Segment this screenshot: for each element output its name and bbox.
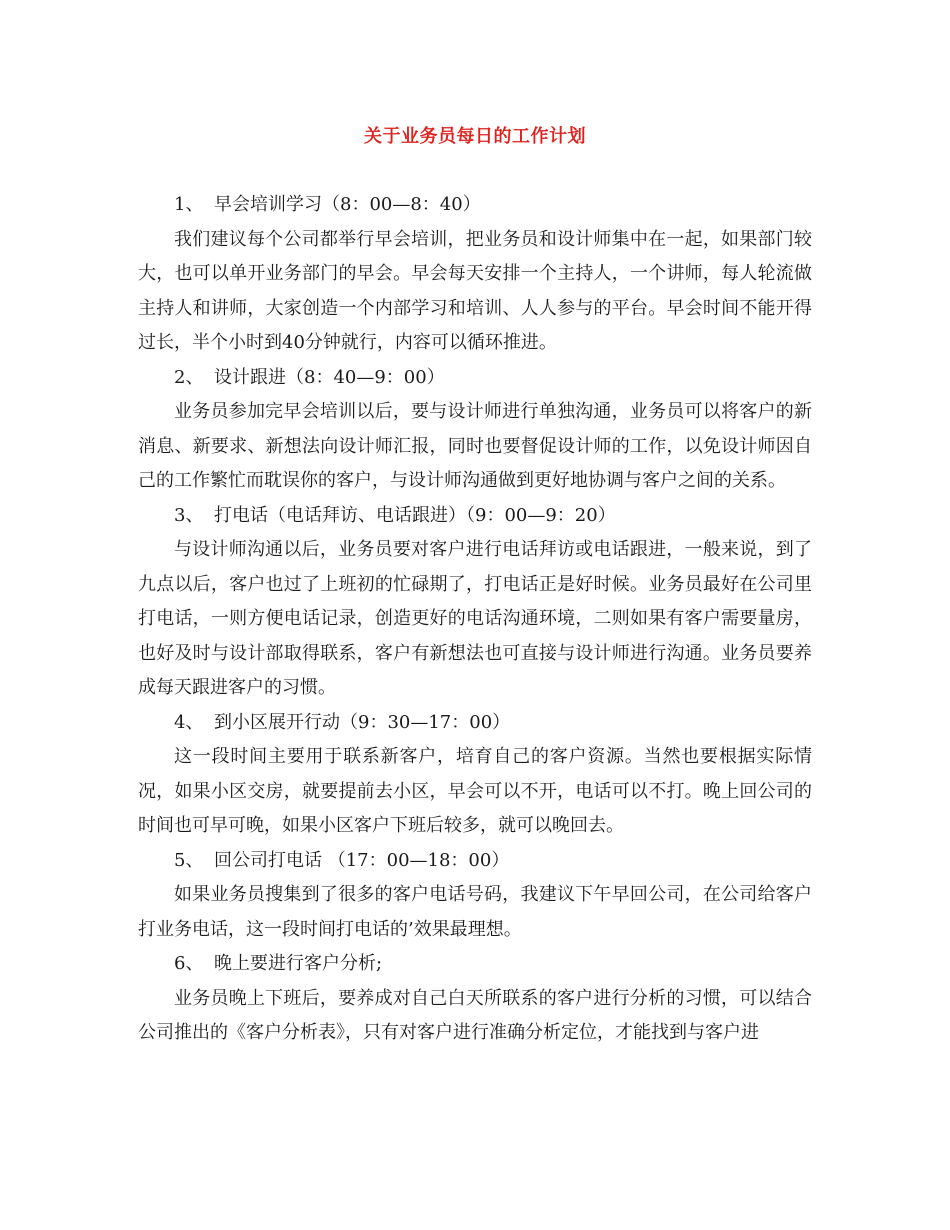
section-heading-text: 打电话（电话拜访、电话跟进）（9：00—9：20） [214,504,616,526]
section-paragraph-3: 与设计师沟通以后，业务员要对客户进行电话拜访或电话跟进，一般来说，到了九点以后，客户也过了上班初的忙碌期了，打电话正是好时候。业务员最好在公司里打电话，一则方便电话记录，创造更好的电话沟通环境，二则如果有客户需要量房，也好及时与设计部取得联系，客户有新想法也可直接与设计师进行沟通。业务员要养成每天跟进客户的习惯。 [138,539,812,698]
section-number: 2、 [174,366,204,388]
section-number: 1、 [174,194,204,215]
document-title: 关于业务员每日的工作计划 [364,126,586,147]
section-paragraph-4: 这一段时间主要用于联系新客户，培育自己的客户资源。当然也要根据实际情况，如果小区交房，就要提前去小区，早会可以不开，电话可以不打。晚上回公司的时间也可早可晚，如果小区客户下班后较多，就可以晚回去。 [138,746,812,836]
section-heading-text: 到小区展开行动（9：30—17：00） [214,711,511,733]
section-heading-text: 晚上要进行客户分析; [214,953,383,974]
section-paragraph-6: 业务员晚上下班后，要养成对自己白天所联系的客户进行分析的习惯，可以结合公司推出的《客户分析表》，只有对客户进行准确分析定位，才能找到与客户进 [138,987,812,1043]
document-body [138,188,812,1051]
section-heading-text: 设计跟进（8：40—9：00） [214,366,445,388]
section-heading-4 [138,706,812,741]
section-heading-5 [138,844,812,879]
section-paragraph-2: 业务员参加完早会培训以后，要与设计师进行单独沟通，业务员可以将客户的新消息、新要求、新想法向设计师汇报，同时也要督促设计师的工作，以免设计师因自己的工作繁忙而耽误你的客户，与设计师沟通做到更好地协调与客户之间的关系。 [138,401,812,491]
section-heading-6 [138,947,812,982]
section-paragraph-5: 如果业务员搜集到了很多的客户电话号码，我建议下午早回公司，在公司给客户打业务电话，这一段时间打电话的’效果最理想。 [138,884,812,940]
section-heading-text: 早会培训学习（8：00—8：40） [214,194,481,215]
section-heading-2 [138,361,812,396]
section-number: 3、 [174,504,204,526]
section-heading-1 [138,188,812,223]
section-number: 5、 [174,849,204,871]
section-paragraph-1: 我们建议每个公司都举行早会培训，把业务员和设计师集中在一起，如果部门较大，也可以单开业务部门的早会。早会每天安排一个主持人，一个讲师，每人轮流做主持人和讲师，大家创造一个内部学习和培训、人人参与的平台。早会时间不能开得过长，半个小时到40分钟就行，内容可以循环推进。 [138,228,812,353]
section-heading-text: 回公司打电话 （17：00—18：00） [214,849,510,871]
section-number: 6、 [174,953,204,974]
section-number: 4、 [174,711,204,733]
section-heading-3 [138,499,812,534]
